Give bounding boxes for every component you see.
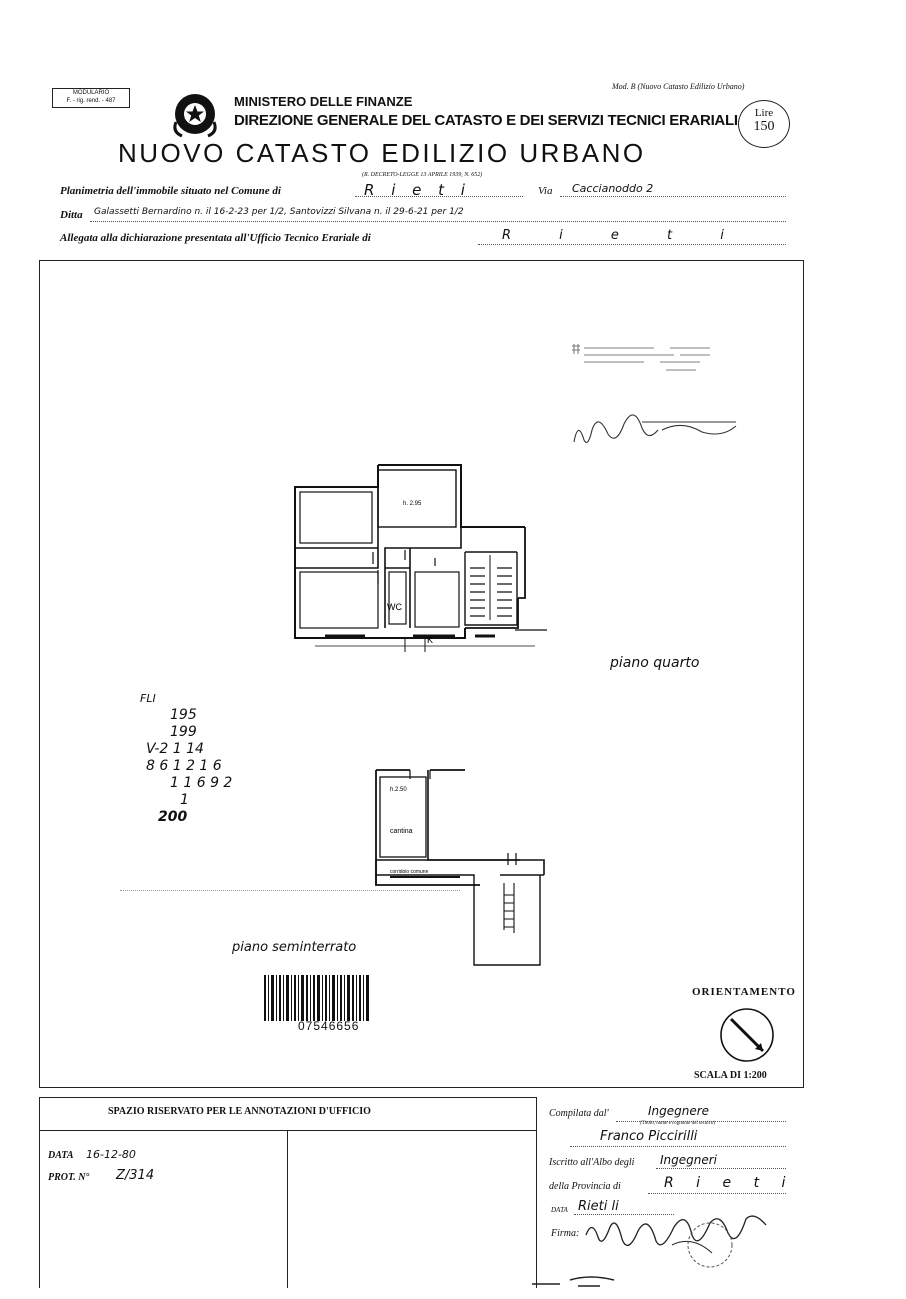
engineer-signature bbox=[582, 1205, 772, 1280]
bottom-scribble bbox=[530, 1270, 650, 1295]
modulario-box bbox=[52, 88, 130, 108]
barcode-number: 07546656 bbox=[298, 1019, 360, 1033]
cellar-label: cantina bbox=[390, 828, 413, 835]
office-annotations-box bbox=[39, 1097, 537, 1288]
allegata-value: R i e t i bbox=[502, 228, 726, 243]
room-height-label: h. 2.95 bbox=[403, 501, 422, 507]
document-title: NUOVO CATASTO EDILIZIO URBANO bbox=[118, 138, 646, 168]
signer-name: Franco Piccirilli bbox=[600, 1129, 698, 1144]
ditta-line bbox=[90, 221, 786, 222]
stamp-lire: Lire bbox=[754, 107, 774, 119]
office-prot-label: PROT. N° bbox=[48, 1172, 90, 1183]
authority-signature bbox=[572, 400, 742, 460]
orientation-label: ORIENTAMENTO bbox=[692, 986, 796, 998]
note-line: 8 6 1 2 1 6 bbox=[146, 758, 222, 774]
comune-value: R i e t i bbox=[364, 181, 471, 199]
mod-reference: Mod. B (Nuovo Catasto Edilizio Urbano) bbox=[612, 82, 745, 91]
allegata-line bbox=[478, 244, 786, 245]
office-data-value: 16-12-80 bbox=[86, 1148, 136, 1161]
office-prot-value: Z/314 bbox=[116, 1168, 155, 1183]
note-line: FLI bbox=[140, 692, 156, 705]
office-title-divider bbox=[39, 1130, 537, 1131]
modulario-line1: MODULARIO bbox=[72, 90, 110, 96]
iscritto-label: Iscritto all'Albo degli bbox=[549, 1157, 635, 1168]
provincia-line bbox=[648, 1193, 786, 1194]
note-line: 195 bbox=[170, 707, 197, 723]
note-line: 1 1 6 9 2 bbox=[170, 775, 233, 791]
compilata-value: Ingegnere bbox=[648, 1104, 710, 1118]
floor-lower-label: piano seminterrato bbox=[232, 940, 357, 955]
note-line: 199 bbox=[170, 724, 197, 740]
floor-upper-label: piano quarto bbox=[610, 655, 700, 671]
ministry-name: MINISTERO DELLE FINANZE bbox=[234, 94, 413, 109]
cellar-height-label: h.2.50 bbox=[390, 787, 407, 793]
note-line: 200 bbox=[158, 809, 188, 825]
wc-label: WC bbox=[387, 602, 402, 612]
modulario-line2: F. - rig. rend. - 487 bbox=[66, 98, 116, 104]
iscritto-line bbox=[656, 1168, 786, 1169]
provincia-value: R i e t i bbox=[664, 1175, 788, 1191]
scale-label: SCALA DI 1:200 bbox=[694, 1070, 767, 1081]
signer-data-value: Rieti li bbox=[578, 1199, 619, 1214]
provincia-label: della Provincia di bbox=[549, 1181, 621, 1192]
floor-plan-lower bbox=[370, 765, 550, 975]
signer-data-label: DATA bbox=[551, 1206, 568, 1214]
via-line bbox=[560, 196, 786, 197]
ditta-label: Ditta bbox=[60, 209, 83, 221]
compilata-label: Compilata dal' bbox=[549, 1108, 609, 1119]
office-annotations-title: SPAZIO RISERVATO PER LE ANNOTAZIONI D'UFFICIO bbox=[108, 1106, 371, 1117]
firma-label: Firma: bbox=[551, 1228, 580, 1239]
compilata-line bbox=[616, 1121, 786, 1122]
revenue-stamp bbox=[738, 100, 790, 148]
via-value: Caccianoddo 2 bbox=[572, 182, 654, 195]
floor-plan-upper bbox=[285, 460, 555, 660]
north-arrow-icon bbox=[717, 1007, 777, 1068]
signer-name-line bbox=[570, 1146, 786, 1147]
allegata-label: Allegata alla dichiarazione presentata all'Ufficio Tecnico Erariale di bbox=[60, 232, 371, 244]
stamp-value: 150 bbox=[753, 119, 775, 134]
iscritto-value: Ingegneri bbox=[660, 1153, 718, 1167]
note-line: V-2 1 14 bbox=[146, 741, 204, 757]
decree-reference: (R. DECRETO-LEGGE 13 APRILE 1939, N. 652) bbox=[362, 172, 483, 178]
office-column-divider bbox=[287, 1130, 288, 1288]
ditta-value: Galassetti Bernardino n. il 16-2-23 per 1/2, Santovizzi Silvana n. il 29-6-21 per 1/2 bbox=[94, 207, 464, 217]
office-data-label: DATA bbox=[48, 1150, 74, 1161]
via-label: Via bbox=[538, 185, 553, 197]
office-stamp-mark bbox=[570, 340, 720, 385]
corridor-label: corridoio comune bbox=[390, 869, 429, 875]
kitchen-label: K bbox=[427, 635, 434, 645]
republic-emblem-icon bbox=[168, 88, 222, 145]
compilata-sub: (Titolo, nome e cognome del tecnico) bbox=[640, 1121, 716, 1126]
direction-name: DIREZIONE GENERALE DEL CATASTO E DEI SERVIZI TECNICI ERARIALI bbox=[234, 112, 738, 129]
note-line: 1 bbox=[180, 792, 189, 808]
margin-notes bbox=[140, 690, 232, 826]
planimetria-label: Planimetria dell'immobile situato nel Comune di bbox=[60, 185, 281, 197]
